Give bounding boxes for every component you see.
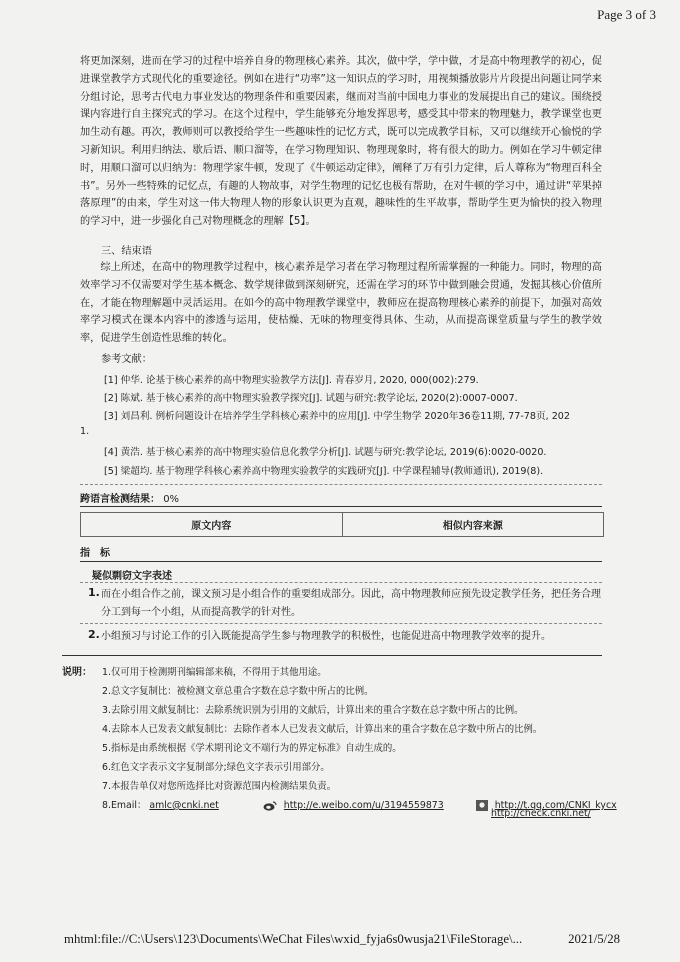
cross-language-value: 0% [163, 494, 180, 505]
suspicious-item: 小组预习与讨论工作的引入既能提高学生参与物理教学的积极性，也能促进高中物理教学效率的提升。 [101, 631, 551, 642]
divider [80, 484, 602, 485]
cross-language-result [80, 490, 179, 505]
reference-1: [1] 仲华. 论基于核心素养的高中物理实验教学方法[J]. 青春岁月, 2020, 000(002):279. [104, 375, 479, 386]
reference-4: [4] 黄浩. 基于核心素养的高中物理实验信息化教学分析[J]. 试题与研究:教学论坛, 2019(6):0020-0020. [104, 447, 547, 458]
divider [62, 655, 602, 656]
body-paragraph-1: 将更加深刻，进而在学习的过程中培养自身的物理核心素养。其次，做中学，学中做，才是高中物理教学的初心，促进课堂教学方式现代化的重要途径。例如在进行“功率”这一知识点的学习时，用视频播放影片片段提出问题让同学来分组讨论，思考古代电力事业发达的物理条件和重要因素，继而对当前中国电力事业的发展提出自己的建议。围绕授课内容进行自主探究式的学习。在这个过程中，学生能够充分地发挥思考，感受其中带来的物理魅力，教学课堂也更加生动有趣。再次，教师则可以教授给学生一些趣味性的记忆方式，既可以完成教学目标，又可以继续开心愉悦的学习新知识。利用归纳法、歇后语、顺口溜等，在学习物理知识、物理现象时，将有很大的助力。例如在学习牛顿定律时，用顺口溜可以归纳为：物理学家牛顿，发现了《牛顿运动定律》，阐释了万有引力定律，后人尊称为“物理百科全书”。另外一些特殊的记忆点，有趣的人物故事，对学生物理的记忆也极有帮助，在对牛顿的学习中，通过讲“苹果掉落原理”的由来，学生对这一伟大物理人物的形象认识更为直观，趣味性的生平故事，帮助学生更为愉快的投入物理的学习中，进一步强化自己对物理概念的理解【5】。 [80, 56, 602, 228]
reference-5: [5] 梁超均. 基于物理学科核心素养高中物理实验教学的实践研究[J]. 中学课程辅导(教师通讯), 2019(8). [104, 466, 544, 477]
email-label: 8.Email： [102, 800, 147, 811]
col-similar-header: 相似内容来源 [442, 521, 503, 532]
note-line: 6.红色文字表示文字复制部分;绿色文字表示引用部分。 [102, 762, 330, 773]
print-footer [64, 932, 620, 947]
section-title: 三、结束语 [101, 246, 152, 257]
item-number: 1. [88, 586, 100, 599]
weibo-icon [263, 801, 277, 811]
note-line: 5.指标是由系统根据《学术期刊论文不端行为的界定标准》自动生成的。 [102, 743, 402, 754]
note-line: 7.本报告单仅对您所选择比对资源范围内检测结果负责。 [102, 781, 336, 792]
body-paragraph-2: 综上所述，在高中的物理教学过程中，核心素养是学习者在学习物理过程所需掌握的一种能力。同时，物理的高效率学习不仅需要对学生基本概念、数学规律做到深刻研究，还需在学习的环节中做到融会贯通，发掘其核心价值所在，才能在物理解题中灵活运用。在如今的高中物理教学课堂中，教师应在提高物理核心素养的前提下，加强对高效率学习模式在课本内容中的渗透与运用，使枯燥、无味的物理变得具体、生动，从而提高课堂质量与学生的教学效率，促进学生创造性思维的转化。 [80, 262, 602, 345]
weibo-link[interactable]: http://e.weibo.com/u/3194559873 [283, 800, 444, 811]
comparison-table-header [80, 512, 604, 537]
tencent-weibo-icon [476, 800, 488, 811]
col-original-header: 原文内容 [81, 513, 343, 536]
note-line: 3.去除引用文献复制比：去除系统识别为引用的文献后，计算出来的重合字数在总字数中所占的比例。 [102, 705, 524, 716]
qq-link[interactable]: http://t.qq.com/CNKI_kycx [494, 800, 617, 811]
notes-label: 说明： [62, 667, 92, 678]
check-link[interactable]: http://check.cnki.net/ [491, 808, 591, 819]
suspicious-label: 疑似剽窃文字表述 [92, 571, 172, 582]
references-title: 参考文献： [101, 354, 152, 365]
note-line: 4.去除本人已发表文献复制比：去除作者本人已发表文献后，计算出来的重合字数在总字数中所占的比例。 [102, 724, 543, 735]
email-link[interactable]: amlc@cnki.net [149, 800, 219, 811]
item-number: 2. [88, 628, 100, 641]
note-line: 2.总文字复制比：被检测文章总重合字数在总字数中所占的比例。 [102, 686, 374, 697]
reference-3-continued: 1. [80, 426, 90, 437]
reference-2: [2] 陈斌. 基于核心素养的高中物理实验教学探究[J]. 试题与研究:教学论坛, 2020(2):0007-0007. [104, 393, 518, 404]
divider [80, 623, 602, 624]
divider [80, 582, 602, 583]
cross-language-label: 跨语言检测结果： [80, 494, 160, 505]
reference-3: [3] 刘昌利. 例析问题设计在培养学生学科核心素养中的应用[J]. 中学生物学 2020年36卷11期, 77-78页, 202 [104, 411, 571, 422]
page-number: Page 3 of 3 [597, 7, 656, 22]
divider [80, 561, 602, 562]
note-line: 1.仅可用于检测期刊编辑部来稿，不得用于其他用途。 [102, 667, 327, 678]
footer-path: mhtml:file://C:\Users\123\Documents\WeChat Files\wxid_fyja6s0wusja21\FileStorage\... [64, 932, 523, 946]
divider [80, 506, 602, 507]
indicator-label: 指 标 [80, 548, 110, 559]
footer-date: 2021/5/28 [568, 932, 620, 946]
suspicious-item: 而在小组合作之前，课文预习是小组合作的重要组成部分。因此，高中物理教师应预先设定教学任务，把任务合理分工到每一个小组，从而提高教学的针对性。 [101, 589, 601, 618]
